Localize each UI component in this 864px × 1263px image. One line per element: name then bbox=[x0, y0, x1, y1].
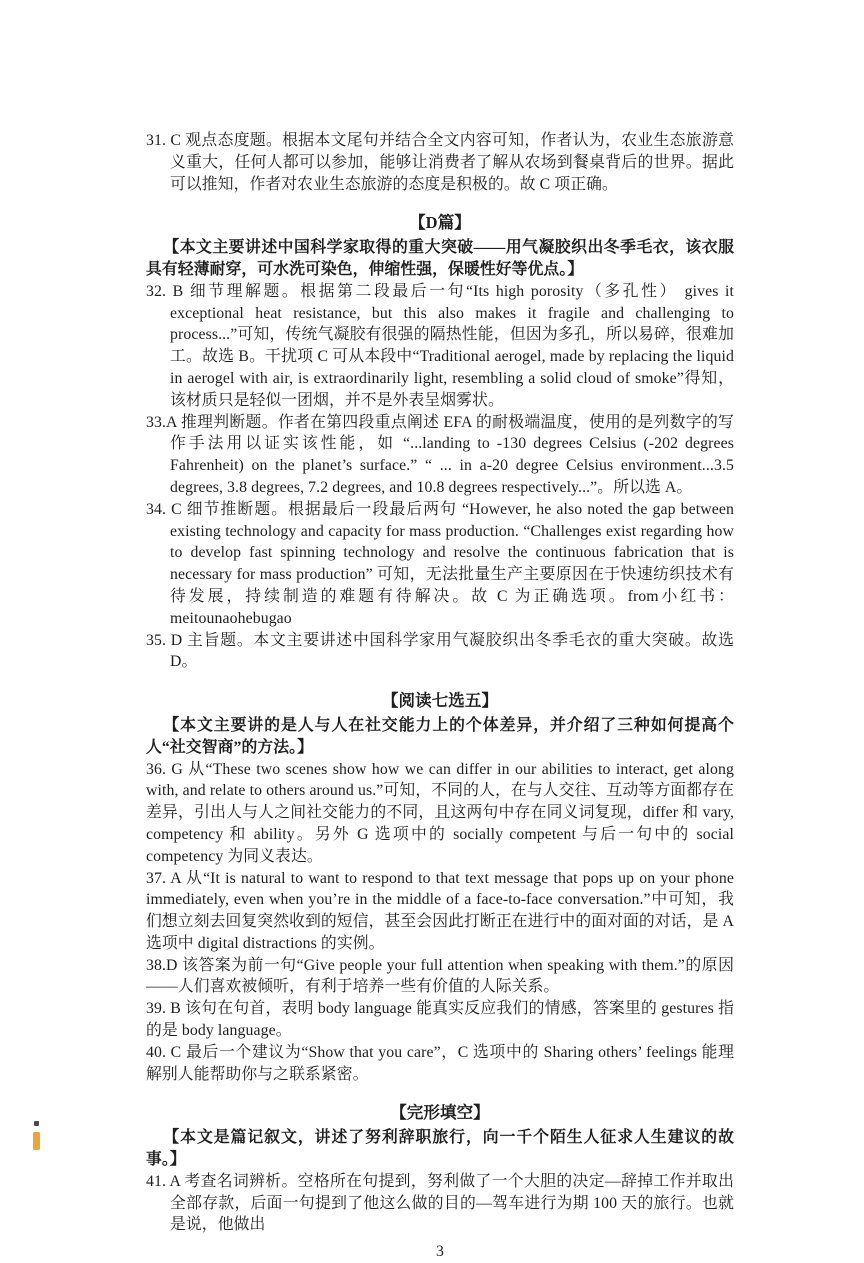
answer-item-40: 40. C 最后一个建议为“Show that you care”，C 选项中的 Sharing others’ feelings 能理解别人能帮助你与之联系紧密。 bbox=[146, 1043, 734, 1083]
page-number: 3 bbox=[436, 1243, 444, 1261]
passage-summary-cloze: 【本文是篇记叙文，讲述了努利辞职旅行，向一千个陌生人征求人生建议的故事。】 bbox=[146, 1129, 734, 1169]
section-heading-reading-7-choose-5: 【阅读七选五】 bbox=[381, 691, 499, 711]
document-page bbox=[146, 130, 734, 1263]
scan-artifact-dot bbox=[34, 1121, 39, 1126]
answer-item-35: 35. D 主旨题。本文主要讲述中国科学家用气凝胶织出冬季毛衣的重大突破。故选 D。 bbox=[146, 631, 734, 671]
answer-item-37: 37. A 从“It is natural to want to respond to that text message that pops up on your phone immediately, even when you’re in the middle of a face-to-face conversation.”中可知，我们想立刻去回复突然收到的短信，甚至会因此打断正在进行中的面对面的对话，是 A 选项中 digital distractions 的实例。 bbox=[146, 869, 734, 952]
answer-item-36: 36. G 从“These two scenes show how we can differ in our abilities to interact, get along with, and relate to others around us.”可知，不同的人，在与人交往、互动等方面都存在差异，引出人与人之间社交能力的不同，且这两句中存在同义词复现，differ 和 vary, competency 和 ability。另外 G 选项中的 socially competent 与后一句中的 social competency 为同义表达。 bbox=[146, 760, 734, 865]
answer-item-33: 33.A 推理判断题。作者在第四段重点阐述 EFA 的耐极端温度，使用的是列数字的写作手法用以证实该性能，如 “...landing to -130 degrees Celsius (-202 degrees Fahrenheit) on the planet’s surface.” “ ... in a-20 degree Celsius environment...3.5 degrees, 3.8 degrees, 7.2 degrees, and 10.8 degrees respectively...”。所以选 A。 bbox=[146, 413, 734, 496]
section-heading-cloze: 【完形填空】 bbox=[390, 1103, 490, 1123]
answer-item-32: 32. B 细节理解题。根据第二段最后一句“Its high porosity（多孔性） gives it exceptional heat resistance, but this also makes it fragile and challenging to process...”可知，传统气凝胶有很强的隔热性能，但因为多孔，所以易碎，很难加工。故选 B。干扰项 C 可从本段中“Traditional aerogel, made by replacing the liquid in aerogel with air, is extraordinarily light, resembling a solid cloud of smoke”得知，该材质只是轻似一团烟，并不是外表呈烟雾状。 bbox=[146, 282, 734, 409]
passage-summary-7-choose-5: 【本文主要讲的是人与人在社交能力上的个体差异，并介绍了三种如何提高个人“社交智商”的方法。】 bbox=[146, 716, 734, 756]
section-heading-passage-d: 【D篇】 bbox=[409, 213, 471, 233]
answer-item-38: 38.D 该答案为前一句“Give people your full attention when speaking with them.”的原因——人们喜欢被倾听，有利于培养一些有价值的人际关系。 bbox=[146, 956, 734, 996]
passage-summary-d: 【本文主要讲述中国科学家取得的重大突破——用气凝胶织出冬季毛衣，该衣服具有轻薄耐穿，可水洗可染色，伸缩性强，保暖性好等优点。】 bbox=[146, 239, 734, 278]
answer-item-41: 41. A 考查名词辨析。空格所在句提到，努利做了一个大胆的决定—辞掉工作并取出全部存款，后面一句提到了他这么做的目的—驾车进行为期 100 天的旅行。也就是说，他做出 bbox=[146, 1172, 734, 1234]
answer-item-34: 34. C 细节推断题。根据最后一段最后两句 “However, he also noted the gap between existing technology and capacity for mass production. “Challenges exist regarding how to develop fast spinning technology and resolve the continuous fabrication that is necessary for mass production” 可知，无法批量生产主要原因在于快速纺织技术有待发展，持续制造的难题有待解决。故 C 为正确选项。from小红书：meitounaohebugao bbox=[146, 500, 734, 627]
scan-artifact-highlight-bar bbox=[33, 1132, 40, 1150]
answer-item-39: 39. B 该句在句首，表明 body language 能真实反应我们的情感，答案里的 gestures 指的是 body language。 bbox=[146, 1000, 734, 1040]
answer-item-31: 31. C 观点态度题。根据本文尾句并结合全文内容可知，作者认为，农业生态旅游意义重大，任何人都可以参加，能够让消费者了解从农场到餐桌背后的世界。据此可以推知，作者对农业生态旅游的态度是积极的。故 C 项正确。 bbox=[146, 132, 734, 193]
